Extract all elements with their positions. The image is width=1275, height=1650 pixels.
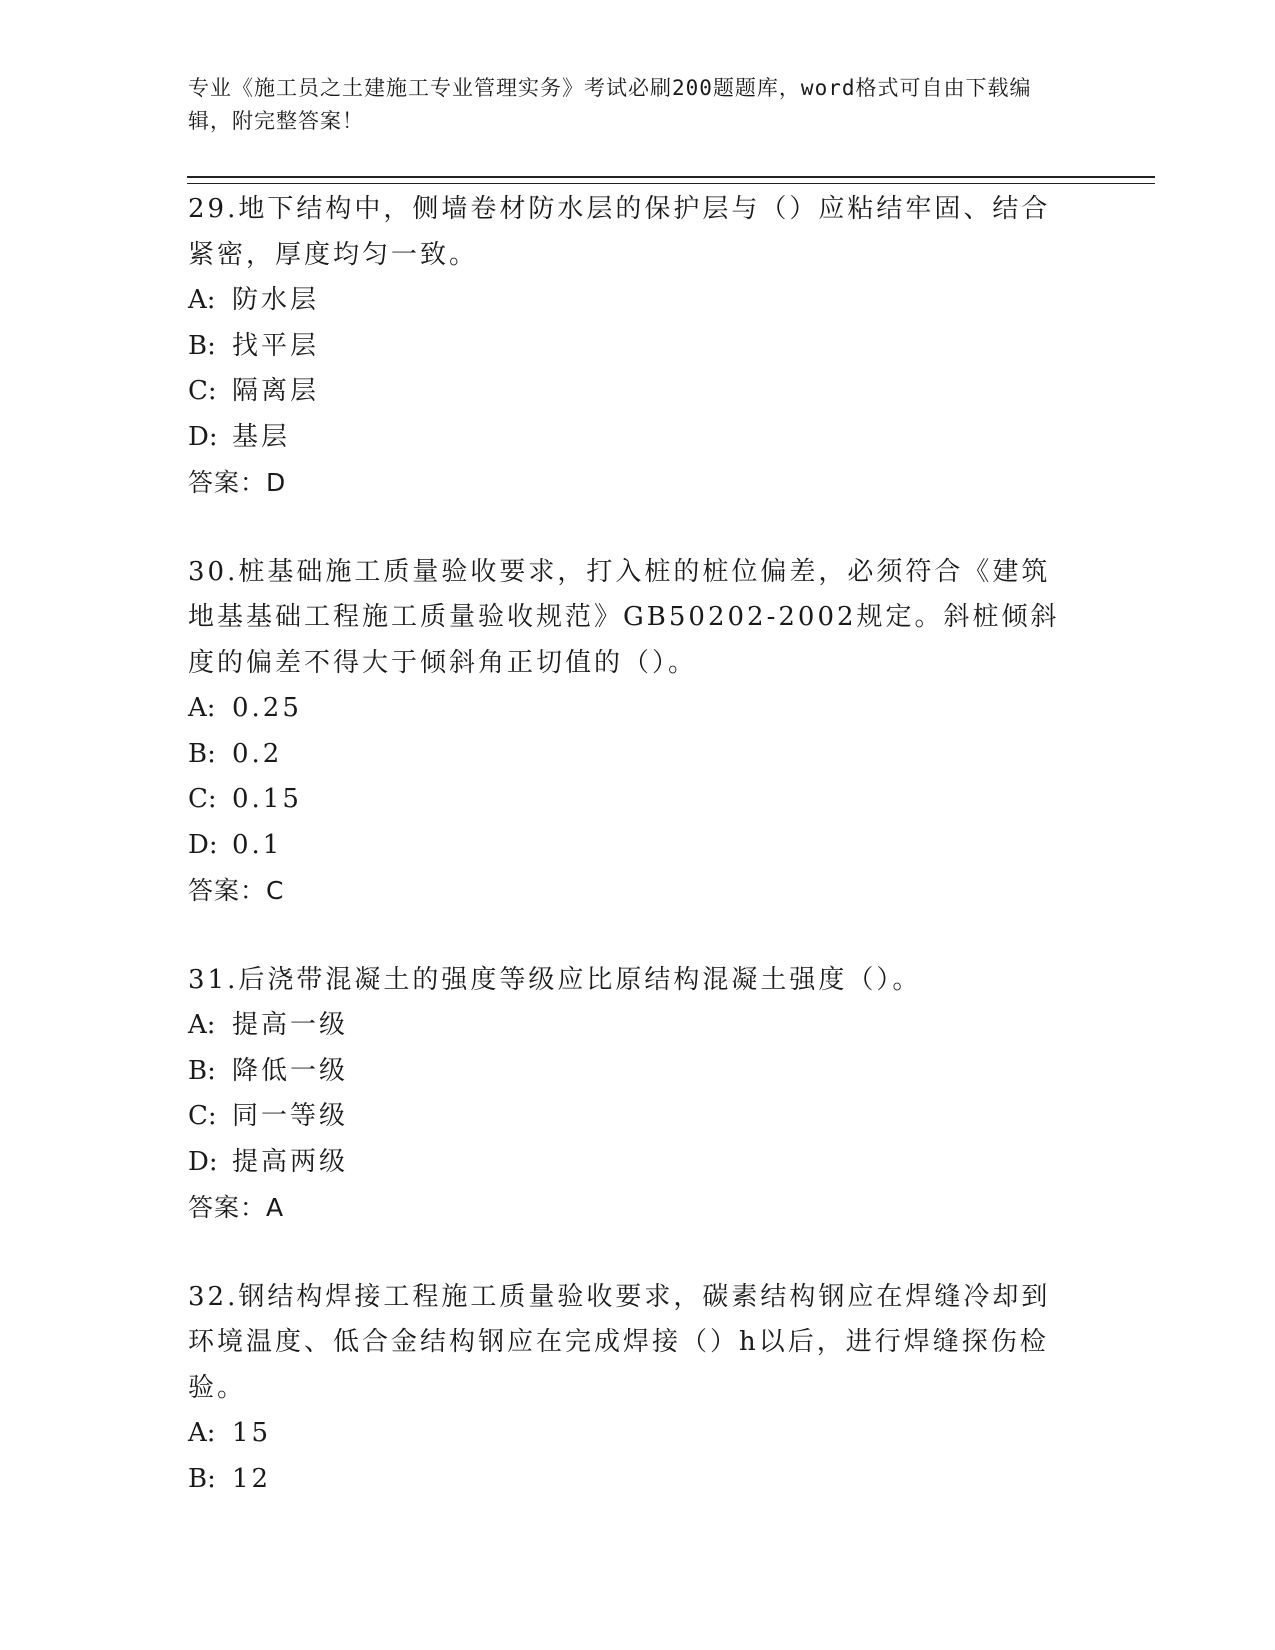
option-letter: C: — [188, 784, 217, 814]
option-letter: C: — [188, 1101, 217, 1131]
question-stem — [188, 1275, 1078, 1412]
option-letter: B: — [188, 1463, 216, 1494]
answer-label: 答案： — [188, 468, 267, 497]
question-stem — [188, 550, 1078, 687]
option-text: 降低一级 — [232, 1055, 349, 1086]
question-stem — [188, 187, 1078, 278]
question-text: 钢结构焊接工程施工质量验收要求，碳素结构钢应在焊缝冷却到环境温度、低合金结构钢应在完成焊接（）h以后，进行焊缝探伤检验。 — [188, 1281, 1051, 1403]
answer-line — [188, 868, 1078, 914]
answer-option — [188, 1140, 1078, 1186]
answer-option — [188, 324, 1078, 370]
option-text: 15 — [232, 1418, 272, 1448]
option-text: 提高两级 — [232, 1146, 349, 1177]
answer-option — [188, 415, 1078, 461]
answer-option — [188, 823, 1078, 869]
option-text: 隔离层 — [232, 376, 320, 406]
question-stem — [188, 958, 1078, 1004]
option-text: 防水层 — [232, 285, 320, 315]
answer-value: A — [266, 1193, 285, 1222]
question-block — [188, 958, 1078, 1231]
answer-label: 答案： — [188, 876, 267, 905]
answer-option — [188, 686, 1078, 732]
answer-option — [188, 1457, 1078, 1503]
header-divider-thin — [187, 183, 1155, 184]
option-letter: A: — [188, 693, 216, 723]
option-text: 0.15 — [232, 784, 302, 814]
answer-line — [188, 1185, 1078, 1231]
option-letter: D: — [188, 421, 218, 452]
document-header: 专业《施工员之土建施工专业管理实务》考试必刷200题题库，word格式可自由下载编辑，附完整答案！ — [188, 76, 1032, 133]
question-block — [188, 1275, 1078, 1503]
option-letter: A: — [188, 1418, 216, 1448]
option-text: 基层 — [232, 421, 291, 452]
answer-line — [188, 460, 1078, 506]
option-letter: A: — [188, 1010, 216, 1040]
option-letter: B: — [188, 1055, 216, 1086]
header-divider-thick — [187, 176, 1155, 178]
answer-option — [188, 1003, 1078, 1049]
answer-option — [188, 278, 1078, 324]
answer-value: C — [266, 876, 285, 905]
question-list — [188, 187, 1078, 1546]
option-text: 12 — [232, 1463, 272, 1494]
question-text: 桩基础施工质量验收要求，打入桩的桩位偏差，必须符合《建筑地基基础工程施工质量验收规范》GB50202-2002规定。斜桩倾斜度的偏差不得大于倾斜角正切值的（）。 — [188, 556, 1060, 678]
question-number: 30. — [188, 556, 239, 587]
question-number: 29. — [188, 194, 239, 224]
option-text: 提高一级 — [232, 1010, 349, 1040]
question-number: 32. — [188, 1281, 239, 1312]
option-letter: D: — [188, 829, 218, 860]
question-text: 地下结构中，侧墙卷材防水层的保护层与（）应粘结牢固、结合紧密，厚度均匀一致。 — [188, 194, 1051, 270]
answer-option — [188, 1411, 1078, 1457]
option-letter: B: — [188, 330, 216, 361]
question-text: 后浇带混凝土的强度等级应比原结构混凝土强度（）。 — [238, 964, 922, 995]
answer-option — [188, 369, 1078, 415]
option-text: 找平层 — [232, 330, 320, 361]
answer-option — [188, 1094, 1078, 1140]
question-number: 31. — [188, 964, 239, 995]
answer-option — [188, 777, 1078, 823]
option-letter: C: — [188, 376, 217, 406]
option-letter: B: — [188, 738, 216, 769]
question-block — [188, 187, 1078, 506]
answer-option — [188, 1049, 1078, 1095]
option-text: 0.1 — [232, 829, 283, 860]
question-block — [188, 550, 1078, 914]
option-letter: A: — [188, 285, 216, 315]
answer-value: D — [266, 468, 287, 497]
answer-label: 答案： — [188, 1193, 267, 1222]
option-text: 0.25 — [232, 693, 302, 723]
option-text: 同一等级 — [232, 1101, 349, 1131]
answer-option — [188, 732, 1078, 778]
option-letter: D: — [188, 1146, 218, 1177]
option-text: 0.2 — [232, 738, 283, 769]
